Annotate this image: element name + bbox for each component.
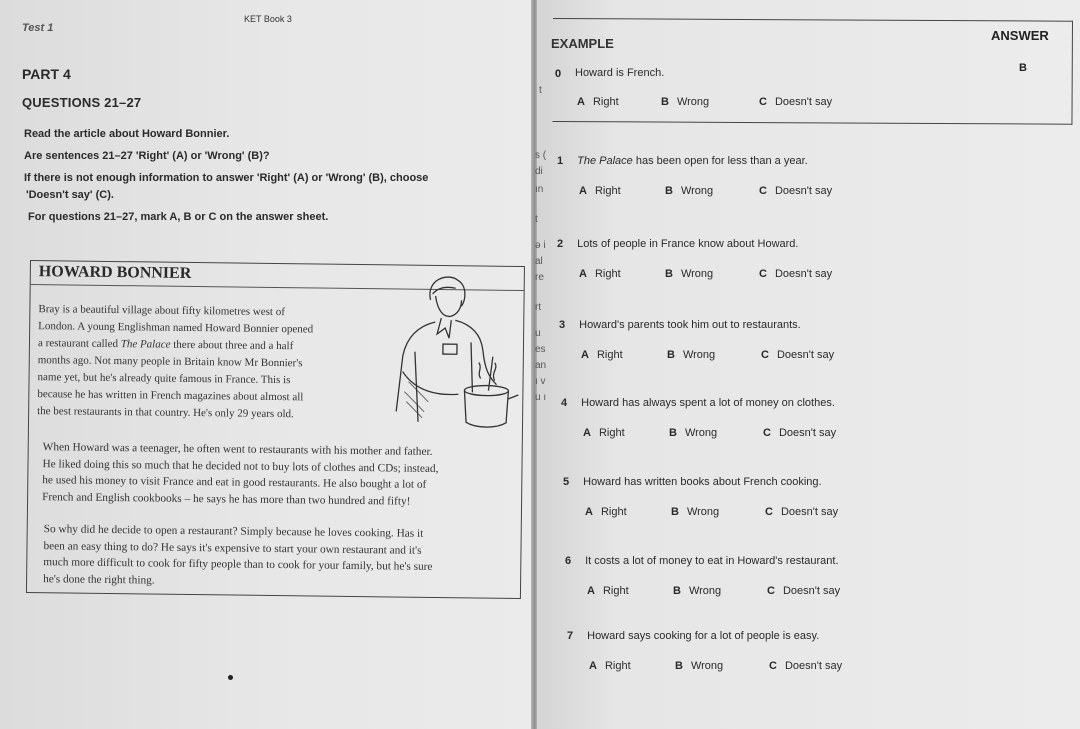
instruction-line: Read the article about Howard Bonnier. bbox=[24, 128, 230, 140]
article-box bbox=[26, 260, 525, 599]
option-letter: B bbox=[665, 185, 673, 197]
article-line-text: been an easy thing to do? He says it's expensive to start your own restaurant and it's bbox=[43, 539, 422, 557]
question-number: 1 bbox=[557, 155, 564, 167]
bleed-fragment: rt bbox=[535, 302, 542, 313]
article-line-text bbox=[37, 371, 290, 386]
question-sentence bbox=[561, 397, 835, 409]
option-text: Right bbox=[594, 268, 621, 280]
article-line-text bbox=[38, 337, 293, 352]
option-text: Doesn't say bbox=[778, 427, 837, 439]
option-letter: A bbox=[589, 660, 597, 672]
question-text: Howard has always spent a lot of money on clothes. bbox=[581, 397, 835, 409]
example-number: 0 bbox=[555, 68, 562, 80]
question-number: 4 bbox=[561, 397, 568, 409]
article-line-text: much more difficult to cook for fifty people than to cook for your family, but he's sure bbox=[43, 556, 433, 573]
option-letter: A bbox=[579, 185, 587, 197]
question-text: Howard's parents took him out to restaurants. bbox=[579, 319, 801, 331]
answer-option bbox=[759, 96, 832, 108]
right-page bbox=[537, 0, 1080, 729]
option-text: Wrong bbox=[680, 185, 714, 197]
answer-option bbox=[761, 349, 834, 361]
option-letter: B bbox=[661, 96, 669, 108]
text-run: because he has written in French magazines about almost all bbox=[37, 388, 304, 404]
option-letter: A bbox=[583, 427, 591, 439]
question-number: 7 bbox=[567, 630, 574, 642]
question-text: Howard says cooking for a lot of people is easy. bbox=[587, 630, 820, 642]
option-text: Wrong bbox=[688, 585, 722, 597]
example-sentence: Howard is French. bbox=[575, 67, 665, 79]
option-text: Doesn't say bbox=[782, 585, 841, 597]
option-text: Right bbox=[594, 185, 621, 197]
answer-option bbox=[665, 268, 713, 280]
article-line-text bbox=[38, 354, 303, 369]
answer-option bbox=[763, 427, 836, 439]
option-text: Right bbox=[602, 585, 629, 597]
question-text: It costs a lot of money to eat in Howard's restaurant. bbox=[585, 555, 839, 567]
answer-option bbox=[759, 185, 832, 197]
test-label: Test 1 bbox=[22, 22, 54, 34]
article-line-text: he's done the right thing. bbox=[43, 572, 155, 587]
question-text: Howard has written books about French cooking. bbox=[583, 476, 822, 488]
instruction-line: 'Doesn't say' (C). bbox=[26, 189, 114, 201]
option-letter: B bbox=[671, 506, 679, 518]
text-run: London. A young Englishman named Howard Bonnier opened bbox=[38, 320, 314, 336]
answer-option bbox=[759, 268, 832, 280]
option-text: Doesn't say bbox=[774, 268, 833, 280]
question-text: Lots of people in France know about Howard. bbox=[577, 238, 799, 250]
option-text: Right bbox=[592, 96, 619, 108]
answer-option bbox=[767, 585, 840, 597]
option-letter: B bbox=[665, 268, 673, 280]
answer-option bbox=[579, 268, 621, 280]
text-run: a restaurant called bbox=[37, 337, 121, 351]
article-title: HOWARD BONNIER bbox=[38, 263, 192, 282]
article-line-text bbox=[37, 405, 294, 420]
option-letter: C bbox=[759, 96, 767, 108]
ink-dot bbox=[228, 675, 233, 680]
option-letter: B bbox=[675, 660, 683, 672]
answer-option bbox=[669, 427, 717, 439]
option-text: Wrong bbox=[686, 506, 720, 518]
chef-cooking-illustration bbox=[384, 271, 521, 433]
article-line-text bbox=[38, 320, 313, 335]
bleed-fragment: u ı bbox=[535, 392, 547, 403]
bleed-fragment: t bbox=[539, 85, 542, 96]
question-number: 2 bbox=[557, 238, 564, 250]
article-line-text: He liked doing this so much that he decided not to buy lots of clothes and CDs; instead, bbox=[42, 457, 439, 475]
option-letter: B bbox=[673, 585, 681, 597]
question-sentence bbox=[565, 555, 839, 567]
restaurant-name: The Palace bbox=[120, 338, 171, 351]
option-letter: C bbox=[759, 268, 767, 280]
answer-label: ANSWER bbox=[991, 28, 1049, 43]
answer-option bbox=[675, 660, 723, 672]
option-text: Doesn't say bbox=[774, 185, 833, 197]
question-sentence bbox=[563, 476, 822, 488]
answer-option bbox=[765, 506, 838, 518]
article-line-text bbox=[38, 303, 285, 318]
answer-option bbox=[583, 427, 625, 439]
bleed-fragment: an bbox=[535, 360, 547, 371]
text-run: the best restaurants in that country. He's only 29 years old. bbox=[37, 405, 294, 421]
answer-option bbox=[769, 660, 842, 672]
bleed-fragment: ə i bbox=[535, 240, 546, 251]
article-line-text: When Howard was a teenager, he often went to restaurants with his mother and father. bbox=[42, 441, 433, 458]
question-number: 6 bbox=[565, 555, 572, 567]
instruction-line: For questions 21–27, mark A, B or C on the answer sheet. bbox=[28, 211, 329, 223]
option-letter: A bbox=[577, 96, 585, 108]
text-run: name yet, but he's already quite famous in France. This is bbox=[37, 371, 291, 387]
example-answer: B bbox=[1019, 62, 1027, 74]
bleed-fragment: es bbox=[535, 344, 546, 355]
left-page bbox=[0, 0, 533, 729]
bleed-fragment: ın bbox=[535, 184, 544, 195]
option-letter: C bbox=[769, 660, 777, 672]
bleed-fragment: ı v bbox=[535, 376, 546, 387]
option-text: Doesn't say bbox=[784, 660, 843, 672]
bleed-fragment: di bbox=[535, 166, 543, 177]
option-text: Wrong bbox=[682, 349, 716, 361]
article-line-text: French and English cookbooks – he says he has more than two hundred and fifty! bbox=[42, 490, 411, 508]
answer-option bbox=[581, 349, 623, 361]
answer-option bbox=[585, 506, 627, 518]
option-text: Wrong bbox=[676, 96, 710, 108]
instruction-line: If there is not enough information to answer 'Right' (A) or 'Wrong' (B), choose bbox=[24, 172, 429, 184]
option-letter: B bbox=[667, 349, 675, 361]
bleed-fragment: s ( bbox=[535, 150, 547, 161]
question-number: 3 bbox=[559, 319, 566, 331]
option-letter: A bbox=[579, 268, 587, 280]
question-sentence bbox=[567, 630, 819, 642]
question-sentence bbox=[559, 319, 801, 331]
book-label: KET Book 3 bbox=[244, 14, 292, 24]
option-letter: A bbox=[581, 349, 589, 361]
option-text: Wrong bbox=[680, 268, 714, 280]
text-run: Bray is a beautiful village about fifty kilometres west of bbox=[38, 303, 285, 319]
text-run: there about three and a half bbox=[170, 338, 294, 353]
question-sentence bbox=[557, 155, 808, 167]
option-text: Doesn't say bbox=[780, 506, 839, 518]
answer-option bbox=[577, 96, 619, 108]
restaurant-name: The Palace bbox=[577, 155, 633, 167]
question-text: has been open for less than a year. bbox=[632, 155, 808, 167]
option-text: Wrong bbox=[690, 660, 724, 672]
answer-option bbox=[661, 96, 709, 108]
answer-option bbox=[673, 585, 721, 597]
bleed-fragment: u bbox=[535, 328, 541, 339]
example-label: EXAMPLE bbox=[551, 36, 614, 51]
article-line-text: he used his money to visit France and eat in good restaurants. He also bought a lot of bbox=[42, 474, 427, 491]
article-line-text bbox=[37, 388, 303, 403]
answer-option bbox=[589, 660, 631, 672]
option-text: Doesn't say bbox=[774, 96, 833, 108]
option-letter: B bbox=[669, 427, 677, 439]
option-text: Right bbox=[598, 427, 625, 439]
questions-heading: QUESTIONS 21–27 bbox=[22, 95, 142, 110]
option-text: Wrong bbox=[684, 427, 718, 439]
bleed-fragment: re bbox=[535, 272, 544, 283]
answer-option bbox=[671, 506, 719, 518]
part-heading: PART 4 bbox=[22, 66, 71, 82]
option-text: Doesn't say bbox=[776, 349, 835, 361]
answer-option bbox=[587, 585, 629, 597]
option-letter: A bbox=[587, 585, 595, 597]
instruction-line: Are sentences 21–27 'Right' (A) or 'Wrong' (B)? bbox=[24, 150, 270, 162]
option-text: Right bbox=[600, 506, 627, 518]
option-letter: C bbox=[763, 427, 771, 439]
answer-option bbox=[667, 349, 715, 361]
question-number: 5 bbox=[563, 476, 570, 488]
option-letter: C bbox=[765, 506, 773, 518]
option-text: Right bbox=[604, 660, 631, 672]
article-line-text: So why did he decide to open a restaurant? Simply because he loves cooking. Has it bbox=[43, 523, 424, 540]
option-letter: C bbox=[761, 349, 769, 361]
option-letter: C bbox=[767, 585, 775, 597]
bleed-fragment: t bbox=[535, 214, 538, 225]
answer-option bbox=[665, 185, 713, 197]
question-sentence bbox=[557, 238, 798, 250]
option-letter: A bbox=[585, 506, 593, 518]
option-letter: C bbox=[759, 185, 767, 197]
bleed-fragment: al bbox=[535, 256, 543, 267]
answer-option bbox=[579, 185, 621, 197]
option-text: Right bbox=[596, 349, 623, 361]
text-run: months ago. Not many people in Britain know Mr Bonnier's bbox=[37, 354, 303, 370]
